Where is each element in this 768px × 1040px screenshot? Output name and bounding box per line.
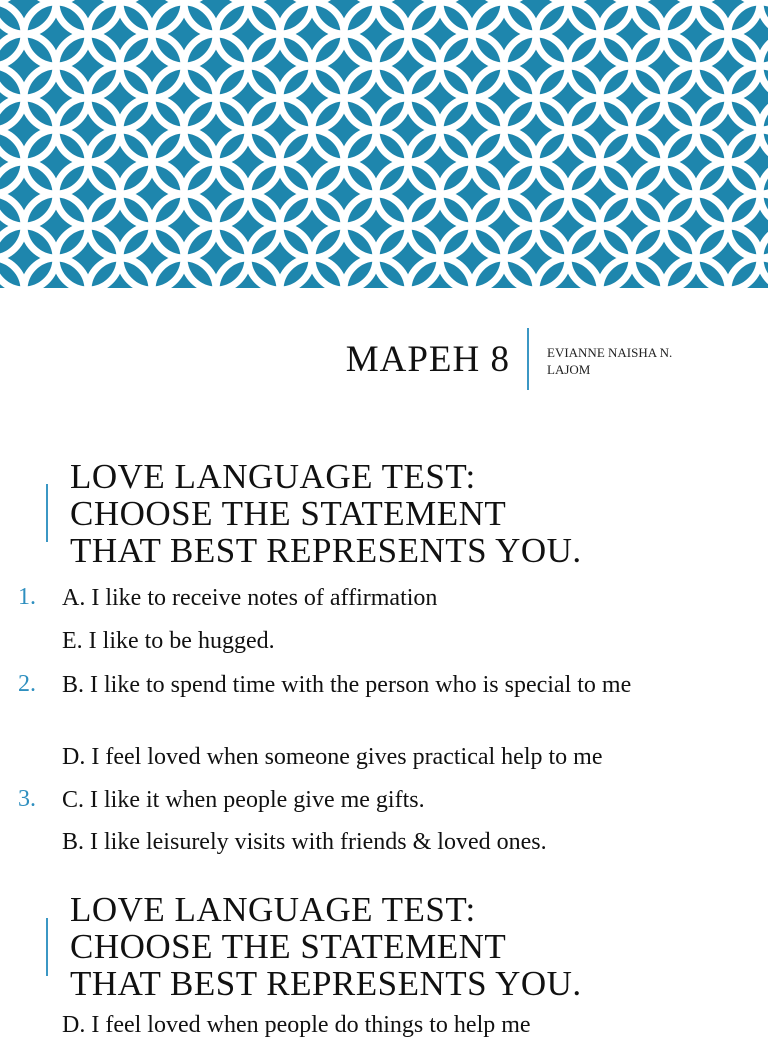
option-text: A. I like to receive notes of affirmation — [62, 585, 438, 611]
option-text: D. I feel loved when someone gives practical help to me — [62, 744, 603, 770]
option-text: B. I like to spend time with the person who is special to me — [62, 672, 632, 698]
item-number: 3. — [18, 786, 36, 812]
heading-line-1: LOVE LANGUAGE TEST: — [70, 890, 476, 929]
author-name — [547, 344, 737, 378]
heading-accent-bar — [46, 918, 48, 976]
page-title: MAPEH 8 — [345, 339, 510, 380]
option-text: C. I like it when people give me gifts. — [62, 787, 425, 813]
heading-line-3: THAT BEST REPRESENTS YOU. — [70, 964, 582, 1003]
heading-line-2: CHOOSE THE STATEMENT — [70, 494, 507, 533]
item-number: 2. — [18, 671, 36, 697]
heading-line-2: CHOOSE THE STATEMENT — [70, 927, 507, 966]
title-divider — [527, 328, 529, 390]
section-heading — [70, 891, 760, 1002]
option-text-partial: D. I feel loved when people do things to help me — [62, 1012, 531, 1038]
heading-line-3: THAT BEST REPRESENTS YOU. — [70, 531, 582, 570]
item-number: 1. — [18, 584, 36, 610]
option-text: E. I like to be hugged. — [62, 628, 275, 654]
author-line-1: EVIANNE NAISHA N. — [547, 345, 673, 360]
section-heading — [70, 458, 760, 569]
option-text: B. I like leisurely visits with friends & loved ones. — [62, 829, 547, 855]
pattern-banner — [0, 0, 768, 288]
title-slide — [0, 288, 768, 438]
circle-lattice-pattern — [0, 0, 768, 288]
author-line-2: LAJOM — [547, 362, 591, 377]
heading-accent-bar — [46, 484, 48, 542]
heading-line-1: LOVE LANGUAGE TEST: — [70, 457, 476, 496]
